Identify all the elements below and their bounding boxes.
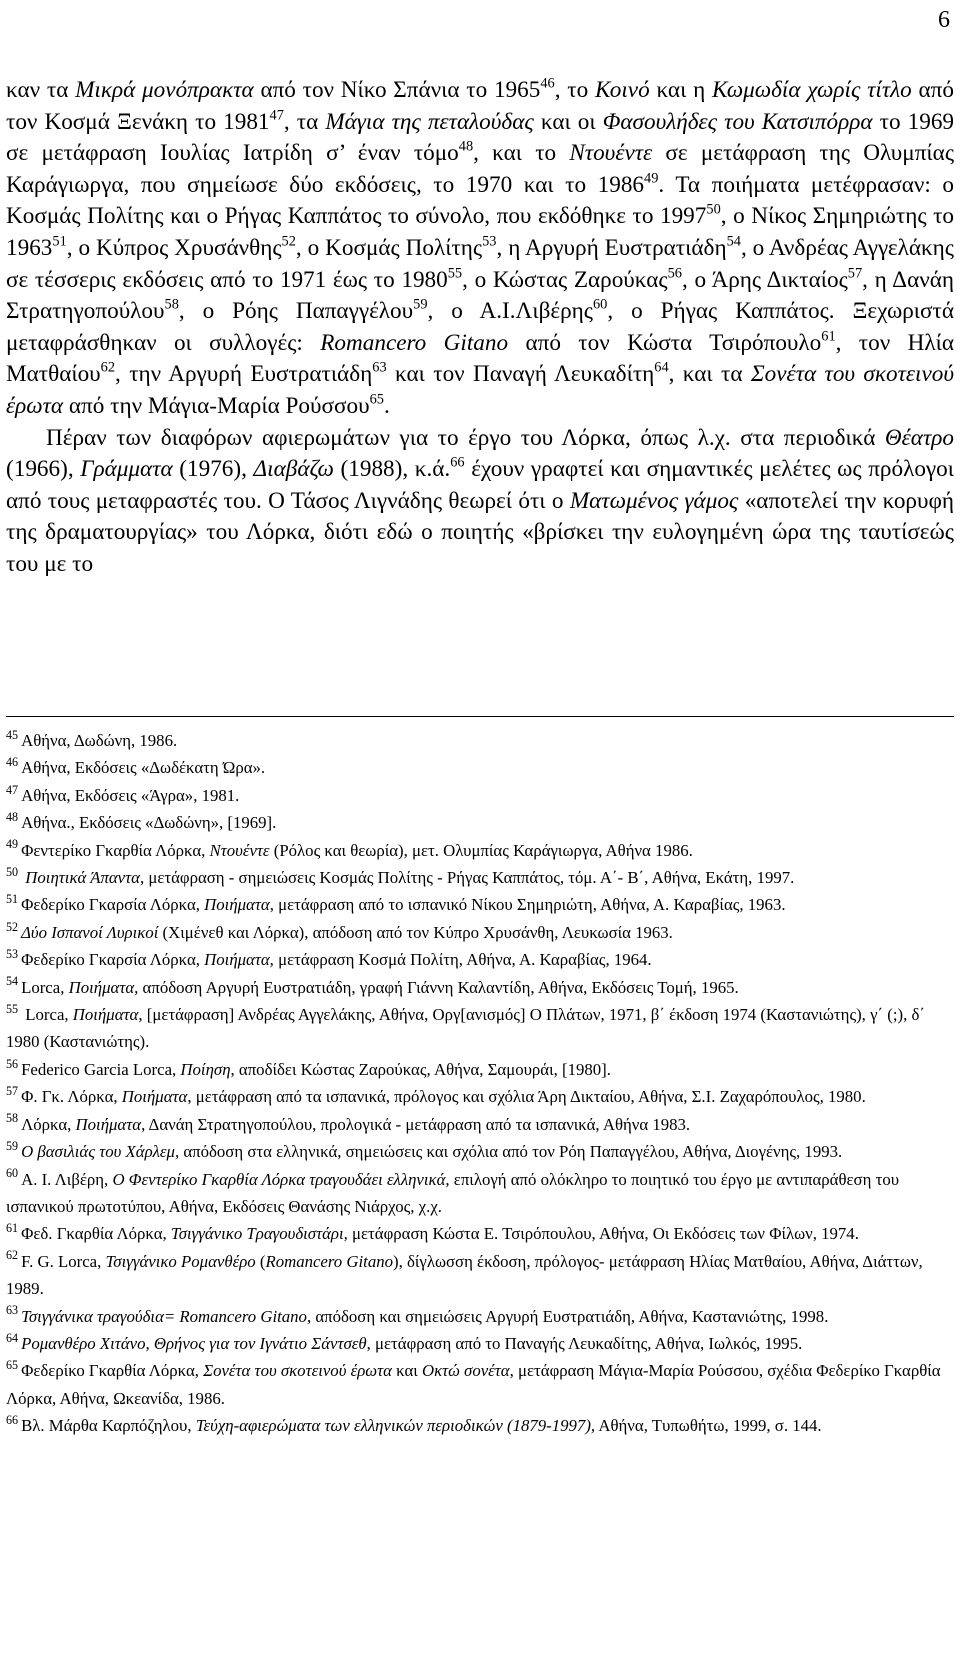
work-title: Θέατρο	[884, 424, 954, 451]
footnote-title: Δύο Ισπανοί Λυρικοί	[21, 922, 159, 942]
footnote-ref[interactable]: 65	[369, 391, 384, 408]
text-run: , τα	[283, 108, 326, 135]
text-run: το 1969 σε μετάφραση Ιουλίας Ιατρίδη σ’ έναν τόμο	[6, 108, 955, 167]
footnote-text: , μετάφραση Μάγια-Μαρία Ρούσσου, σχέδια Φεδερίκο Γκαρθία Λόρκα, Αθήνα, Ωκεανίδα, 1986.	[6, 1361, 941, 1408]
footnote-text: Αθήνα., Εκδόσεις «Δωδώνη», [1969].	[21, 813, 277, 833]
footnote-number: 55	[6, 1001, 19, 1016]
footnote-item	[6, 1330, 954, 1357]
footnote-text: απόδοση Αργυρή Ευστρατιάδη, γραφή Γιάννη Καλαντίδη, Αθήνα, Εκδόσεις Τομή, 1965.	[138, 977, 739, 997]
footnote-item	[6, 1166, 954, 1221]
footnote-text: Lorca,	[21, 977, 69, 997]
footnote-ref[interactable]: 52	[281, 233, 296, 250]
text-run: και η	[649, 77, 712, 103]
footnote-title: Ποιήματα,	[204, 950, 274, 970]
body-text	[6, 75, 954, 581]
text-run: (1988), κ.ά.	[333, 456, 451, 483]
footnote-text: ), δίγλωσση έκδοση, πρόλογος- μετάφραση Ηλίας Ματθαίου, Αθήνα, Διάττων, 1989.	[6, 1251, 923, 1299]
text-run: , και το	[473, 140, 570, 167]
footnote-ref[interactable]: 58	[164, 296, 179, 313]
footnote-title: Ποιήματα	[121, 1087, 188, 1107]
footnote-item	[6, 837, 954, 864]
footnote-text: Αθήνα, Τυπωθήτω, 1999, σ. 144.	[595, 1416, 822, 1436]
work-title: Κοινό	[594, 77, 650, 103]
footnote-item	[6, 782, 954, 809]
footnote-item	[6, 1220, 954, 1247]
footnote-ref[interactable]: 55	[447, 265, 463, 282]
work-title: Romancero Gitano	[320, 329, 509, 356]
footnote-number: 51	[6, 892, 19, 907]
footnote-title: Ποίηση	[180, 1059, 231, 1079]
footnote-text: (Ρόλος και θεωρία), μετ. Ολυμπίας Καράγιωργα, Αθήνα 1986.	[269, 840, 693, 860]
footnote-ref[interactable]: 49	[644, 170, 659, 187]
footnote-number: 59	[6, 1138, 19, 1153]
footnote-item	[6, 1001, 954, 1056]
footnote-ref[interactable]: 51	[52, 233, 67, 250]
text-run: από τον Νίκο Σπάνια το 1965	[253, 77, 541, 103]
footnote-ref[interactable]: 54	[726, 233, 741, 250]
footnote-title: Ποιήματα,	[68, 977, 139, 997]
paragraph-2	[6, 423, 954, 581]
text-run: , και τα	[668, 361, 751, 388]
footnote-item	[6, 1111, 954, 1138]
footnote-title: Ποιήματα	[204, 895, 270, 915]
footnote-text: , μετάφραση - σημειώσεις Κοσμάς Πολίτης - Ρήγας Καππάτος, τόμ. Α΄- Β΄, Αθήνα, Εκάτη, 1997.	[139, 868, 795, 888]
footnote-number: 61	[6, 1221, 19, 1236]
work-title: Ντουέντε	[569, 140, 653, 167]
text-run: , ο Α.Ι.Λιβέρης	[427, 298, 593, 325]
footnote-ref[interactable]: 50	[706, 202, 721, 219]
text-run: και οι	[533, 108, 603, 135]
footnote-ref[interactable]: 60	[592, 296, 608, 313]
work-title: Ματωμένος γάμος	[569, 487, 739, 514]
footnote-text: Λόρκα,	[21, 1114, 76, 1134]
work-title: Φασουλήδες του Κατσιπόρρα	[602, 108, 873, 135]
footnote-text: μετάφραση Κώστα Ε. Τσιρόπουλου, Αθήνα, Οι Εκδόσεις των Φίλων, 1974.	[347, 1224, 859, 1244]
footnote-number: 64	[6, 1330, 19, 1345]
footnote-separator	[6, 716, 954, 717]
page-number: 6	[938, 7, 950, 33]
footnote-text: Βλ. Μάρθα Καρπόζηλου,	[21, 1416, 196, 1436]
footnote-text: Lorca,	[21, 1005, 73, 1025]
footnote-number: 63	[6, 1303, 19, 1318]
footnote-title: Ρομανθέρο Χιτάνο, Θρήνος για τον Ιγνάτιο Σάντσεθ	[21, 1333, 367, 1353]
footnote-title: Ο βασιλιάς του Χάρλεμ,	[21, 1142, 180, 1162]
footnote-number: 53	[6, 947, 19, 961]
footnote-title: Ποιήματα	[72, 1005, 139, 1025]
text-run: (1966),	[6, 456, 81, 483]
footnote-item	[6, 727, 954, 754]
footnote-number: 52	[6, 919, 19, 934]
text-run: . Τα ποιήματα μετέφρασαν: ο Κοσμάς Πολίτης και ο Ρήγας Καππάτος το σύνολο, που εκδόθηκε το 1997	[6, 171, 954, 230]
text-run: , ο Ρήγας Καππάτος. Ξεχωριστά μεταφράσθηκαν οι συλλογές:	[6, 298, 954, 356]
footnotes-list	[6, 727, 954, 1440]
footnote-item	[6, 1056, 954, 1083]
footnote-text: Φεδ. Γκαρθία Λόρκα,	[21, 1224, 171, 1244]
footnote-number: 66	[6, 1412, 19, 1427]
footnote-number: 65	[6, 1358, 19, 1373]
footnote-item	[6, 1357, 954, 1412]
footnote-item	[6, 864, 954, 891]
footnote-number: 49	[6, 837, 19, 852]
footnote-text: , απόδοση και σημειώσεις Αργυρή Ευστρατιάδη, Αθήνα, Καστανιώτης, 1998.	[306, 1306, 829, 1326]
footnote-ref[interactable]: 64	[654, 360, 669, 376]
footnote-text: Φεδερίκο Γκαρσία Λόρκα,	[21, 950, 205, 970]
footnote-item	[6, 809, 954, 836]
footnote-text: Αθήνα, Δωδώνη, 1986.	[21, 731, 178, 750]
footnote-number: 47	[6, 782, 19, 797]
text-run: καν τα	[6, 77, 76, 103]
footnote-title: Τσιγγάνικα τραγούδια= Romancero Gitano	[21, 1306, 307, 1326]
footnote-title: Ποιητικά Άπαντα	[25, 868, 140, 888]
footnote-item	[6, 974, 954, 1001]
footnote-title: Romancero Gitano	[265, 1251, 393, 1271]
footnote-title: Τσιγγάνικο Ρομανθέρο	[105, 1251, 256, 1271]
work-title: Κωμωδία χωρίς τίτλο	[711, 77, 912, 103]
text-run: , ο Άρης Δικταίος	[681, 266, 848, 293]
footnote-item	[6, 1138, 954, 1165]
footnote-title: Ο Φεντερίκο Γκαρθία Λόρκα τραγουδάει ελληνικά,	[112, 1169, 450, 1189]
footnote-item	[6, 891, 954, 918]
work-title: Διαβάζω	[253, 456, 334, 483]
footnote-text: απόδοση στα ελληνικά, σημειώσεις και σχόλια από τον Ρόη Παπαγγέλου, Αθήνα, Διογένης, 1993.	[179, 1142, 843, 1162]
text-run: , ο Ρόης Παπαγγέλου	[178, 298, 414, 325]
footnote-number: 62	[6, 1248, 19, 1263]
footnote-ref[interactable]: 66	[450, 454, 465, 471]
work-title: Σονέτα του σκοτεινού έρωτα	[6, 361, 954, 419]
footnote-number: 58	[6, 1111, 19, 1126]
footnote-item	[6, 1303, 954, 1330]
footnote-title: Οκτώ σονέτα	[421, 1361, 510, 1381]
footnote-ref[interactable]: 48	[458, 138, 474, 155]
footnote-ref[interactable]: 62	[100, 360, 116, 376]
text-run: , τον Ηλία Ματθαίου	[6, 329, 954, 388]
work-title: Μάγια της πεταλούδας	[325, 108, 534, 135]
footnote-text: Αθήνα, Εκδόσεις «Άγρα», 1981.	[21, 785, 240, 805]
footnote-text: Federico Garcia Lorca,	[21, 1059, 181, 1079]
text-run: και τον Παναγή Λευκαδίτη	[386, 361, 655, 388]
footnote-item	[6, 919, 954, 946]
text-run: έχουν γραφτεί και σημαντικές μελέτες ως πρόλογοι από τους μεταφραστές του. Ο Τάσος Λιγνάδης θεωρεί ότι ο	[6, 456, 955, 514]
footnote-ref[interactable]: 59	[413, 296, 428, 313]
work-title: Μικρά μονόπρακτα	[75, 77, 254, 103]
text-run: , ο Νίκος Σημηριώτης το 1963	[6, 203, 954, 261]
footnote-text: Α. Ι. Λιβέρη,	[21, 1169, 113, 1189]
footnote-text: Φ. Γκ. Λόρκα,	[21, 1087, 122, 1107]
text-run: Πέραν των διαφόρων αφιερωμάτων για το έργο του Λόρκα, όπως λ.χ. στα περιοδικά	[46, 424, 885, 451]
footnote-item	[6, 754, 954, 781]
footnote-text: Αθήνα, Εκδόσεις «Δωδέκατη Ώρα».	[21, 758, 266, 778]
work-title: Γράμματα	[80, 456, 173, 483]
text-run: , ο Κώστας Ζαρούκας	[462, 266, 668, 293]
footnote-text: , [μετάφραση] Ανδρέας Αγγελάκης, Αθήνα, Οργ[ανισμός] Ο Πλάτων, 1971, β΄ έκδοση 1974 (Καστανιώτης), γ΄ (;), δ΄ 1980 (Καστανιώτης).	[6, 1005, 925, 1052]
footnote-title: Τσιγγάνικο Τραγουδιστάρι,	[170, 1224, 348, 1244]
footnote-number: 48	[6, 809, 19, 824]
footnote-text: μετάφραση Κοσμά Πολίτη, Αθήνα, Α. Καραβίας, 1964.	[273, 950, 652, 970]
footnote-text: και	[391, 1361, 422, 1381]
footnote-number: 56	[6, 1056, 19, 1071]
footnote-number: 50	[6, 864, 19, 879]
text-run: από τον Κοσμά Ξενάκη το 1981	[6, 77, 954, 135]
text-run: , ο Ανδρέας Αγγελάκης σε τέσσερις εκδόσεις από το 1971 έως το 1980	[6, 234, 954, 293]
footnote-text: (Χιμένεθ και Λόρκα), απόδοση από τον Κύπρο Χρυσάνθη, Λευκωσία 1963.	[158, 922, 673, 942]
footnote-text: επιλογή από ολόκληρο το ποιητικό του έργο με αντιπαράθεση του ισπανικού πρωτοτύπου, Αθήνα, Εκδόσεις Θανάσης Νιάρχος, χ.χ.	[6, 1169, 900, 1216]
text-run: , το	[554, 77, 595, 103]
footnote-number: 57	[6, 1084, 19, 1099]
footnote-text: , αποδίδει Κώστας Ζαρούκας, Αθήνα, Σαμουράι, [1980].	[230, 1059, 611, 1079]
footnote-ref[interactable]: 63	[372, 360, 387, 376]
text-run: , ο Κύπρος Χρυσάνθης	[66, 234, 282, 261]
footnote-text: , μετάφραση από το Παναγής Λευκαδίτης, Αθήνα, Ιωλκός, 1995.	[366, 1333, 803, 1353]
footnote-title: Τεύχη-αφιερώματα των ελληνικών περιοδικών (1879-1997),	[195, 1416, 596, 1436]
footnote-text: , μετάφραση από τα ισπανικά, πρόλογος και σχόλια Άρη Δικταίου, Αθήνα, Σ.Ι. Ζαχαρόπουλος, 1980.	[187, 1087, 866, 1107]
footnote-text: Φεδερίκο Γκαρθία Λόρκα,	[21, 1361, 204, 1381]
footnote-text: Φεντερίκο Γκαρθία Λόρκα,	[21, 840, 210, 860]
footnote-ref[interactable]: 46	[540, 75, 555, 92]
footnote-item	[6, 1412, 954, 1439]
footnote-number: 45	[6, 727, 19, 742]
footnote-title: Σονέτα του σκοτεινού έρωτα	[203, 1361, 392, 1381]
footnote-number: 46	[6, 755, 19, 770]
text-run: .	[383, 392, 390, 419]
paragraph-1	[6, 75, 954, 423]
footnote-ref[interactable]: 57	[847, 265, 863, 282]
footnote-title: Ντουέντε	[209, 840, 270, 860]
footnote-text: , μετάφραση από το ισπανικό Νίκου Σημηριώτη, Αθήνα, Α. Καραβίας, 1963.	[269, 895, 786, 915]
text-run: (1976),	[172, 456, 254, 483]
text-run: από τον Κώστα Τσιρόπουλο	[508, 329, 822, 356]
text-run: , ο Κοσμάς Πολίτης	[295, 234, 483, 261]
text-run: , η Δανάη Στρατηγοπούλου	[6, 266, 954, 325]
text-run: σε μετάφραση της Ολυμπίας Καράγιωργα, που σημείωσε δύο εκδόσεις, το 1970 και το 1986	[6, 140, 954, 198]
text-run: «αποτελεί την κορυφή της δραματουργίας» του Λόρκα, διότι εδώ ο ποιητής «βρίσκει την ευλογημένη ώρα της ταυτίσεώς του με το	[6, 487, 954, 577]
text-run: από την Μάγια-Μαρία Ρούσσου	[63, 392, 370, 419]
footnote-ref[interactable]: 47	[269, 107, 284, 124]
footnote-item	[6, 946, 954, 973]
footnote-ref[interactable]: 53	[482, 233, 497, 250]
footnote-text: Φεδερίκο Γκαρσία Λόρκα,	[21, 895, 205, 915]
footnote-item	[6, 1083, 954, 1110]
footnote-number: 54	[6, 974, 19, 989]
footnote-ref[interactable]: 56	[667, 265, 682, 282]
footnote-text: , Δανάη Στρατηγοπούλου, προλογικά - μετάφραση από τα ισπανικά, Αθήνα 1983.	[141, 1114, 691, 1134]
footnote-title: Ποιήματα	[75, 1114, 142, 1134]
text-run: , η Αργυρή Ευστρατιάδη	[496, 234, 727, 261]
footnote-text: F. G. Lorca,	[21, 1251, 106, 1271]
text-run: , την Αργυρή Ευστρατιάδη	[115, 361, 373, 388]
footnote-ref[interactable]: 61	[821, 328, 836, 345]
footnote-number: 60	[6, 1166, 19, 1181]
footnote-text: (	[255, 1251, 266, 1271]
footnote-item	[6, 1248, 954, 1303]
